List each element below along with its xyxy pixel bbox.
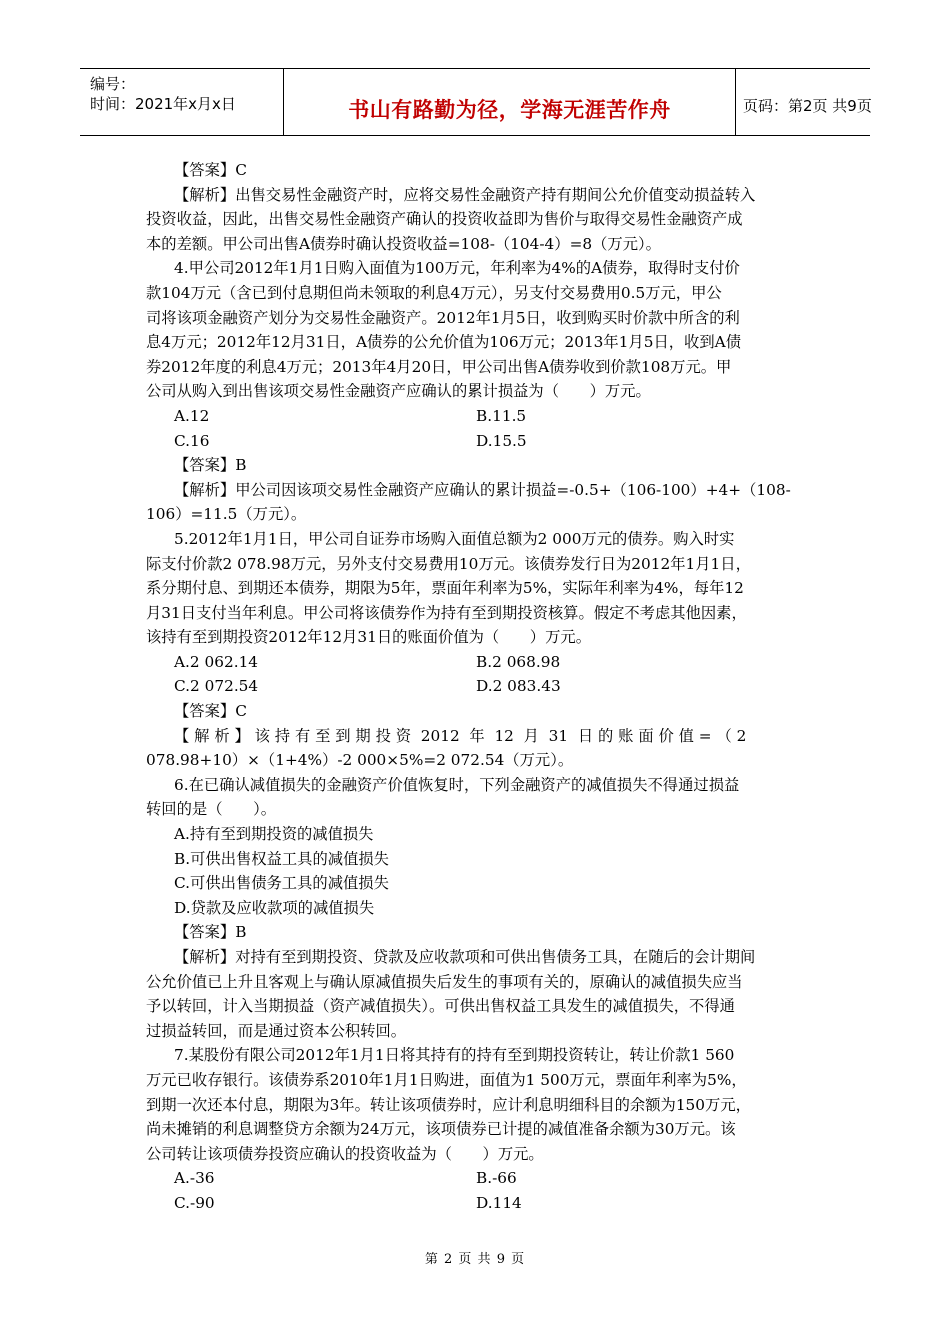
explanation-3-line-2: 投资收益，因此，出售交易性金融资产确认的投资收益即为售价与取得交易性金融资产成 bbox=[146, 210, 743, 229]
question-5-options-row-2 bbox=[146, 674, 806, 699]
question-4-line-3: 司将该项金融资产划分为交易性金融资产。2012年1月5日，收到购买时价款中所含的利 bbox=[146, 308, 740, 327]
option-a: A.持有至到期投资的减值损失 bbox=[174, 825, 374, 844]
question-4-options-row-1 bbox=[146, 404, 806, 429]
question-7-options-row-2 bbox=[146, 1191, 806, 1216]
question-5-line-1: 5.2012年1月1日，甲公司自证券市场购入面值总额为2 000万元的债券。购入时实 bbox=[174, 529, 735, 548]
question-6-line-2: 转回的是（ ）。 bbox=[146, 800, 277, 819]
explanation-5-line-2: 078.98+10）×（1+4%）-2 000×5%=2 072.54（万元）。 bbox=[146, 751, 574, 770]
question-7-line-3: 到期一次还本付息，期限为3年。转让该项债券时，应计利息明细科目的余额为150万元， bbox=[146, 1095, 751, 1114]
question-7-line-5: 公司转让该项债券投资应确认的投资收益为（ ）万元。 bbox=[146, 1144, 544, 1163]
option-a: A.-36 bbox=[174, 1169, 215, 1188]
header-page-number: 页码：第2页 共9页 bbox=[743, 97, 872, 115]
option-c: C.-90 bbox=[174, 1193, 215, 1212]
answer-3: 【答案】C bbox=[174, 161, 247, 179]
option-d: D.贷款及应收款项的减值损失 bbox=[174, 898, 375, 917]
header-motto: 书山有路勤为径，学海无涯苦作舟 bbox=[348, 98, 671, 122]
explanation-6-line-3: 予以转回，计入当期损益（资产减值损失）。可供出售权益工具发生的减值损失，不得通 bbox=[146, 997, 735, 1016]
explanation-3-line-3: 本的差额。甲公司出售A债券时确认投资收益=108-（104-4）=8（万元）。 bbox=[146, 234, 661, 253]
option-c: C.2 072.54 bbox=[174, 677, 259, 696]
question-4-options-row-2 bbox=[146, 429, 806, 454]
question-7-line-2: 万元已收存银行。该债券系2010年1月1日购进，面值为1 500万元，票面年利率为5%， bbox=[146, 1070, 747, 1089]
explanation-6-line-4: 过损益转回，而是通过资本公积转回。 bbox=[146, 1021, 407, 1040]
option-c: C.16 bbox=[174, 431, 210, 450]
explanation-4-line-2: 106）=11.5（万元）。 bbox=[146, 505, 307, 524]
header-left-cell bbox=[80, 69, 283, 135]
header-right-cell bbox=[735, 69, 870, 135]
explanation-6-line-2: 公允价值已上升且客观上与确认原减值损失后发生的事项有关的，原确认的减值损失应当 bbox=[146, 972, 743, 991]
question-4-line-4: 息4万元；2012年12月31日，A债券的公允价值为106万元；2013年1月5日，收到A债 bbox=[146, 333, 741, 352]
question-7-line-4: 尚未摊销的利息调整贷方余额为24万元，该项债券已计提的减值准备余额为30万元。该 bbox=[146, 1120, 736, 1139]
question-6-line-1: 6.在已确认减值损失的金融资产价值恢复时，下列金融资产的减值损失不得通过损益 bbox=[174, 775, 740, 794]
option-d: D.15.5 bbox=[476, 431, 527, 450]
answer-4: 【答案】B bbox=[174, 456, 247, 475]
explanation-5-line-1: 【 解 析 】 该 持 有 至 到 期 投 资 2012 年 12 月 31 日 的 账 面 价 值 = （ 2 bbox=[174, 726, 747, 745]
explanation-3-line-1: 【解析】出售交易性金融资产时，应将交易性金融资产持有期间公允价值变动损益转入 bbox=[174, 185, 756, 204]
answer-6: 【答案】B bbox=[174, 923, 247, 942]
document-body bbox=[146, 158, 806, 1216]
explanation-4-line-1: 【解析】甲公司因该项交易性金融资产应确认的累计损益=-0.5+（106-100）+4+（108- bbox=[174, 480, 791, 499]
question-5-line-5: 该持有至到期投资2012年12月31日的账面价值为（ ）万元。 bbox=[146, 628, 591, 647]
question-4-line-2: 款104万元（含已到付息期但尚未领取的利息4万元），另支付交易费用0.5万元，甲公 bbox=[146, 283, 722, 302]
option-d: D.2 083.43 bbox=[476, 677, 561, 696]
question-5-options-row-1 bbox=[146, 650, 806, 675]
option-b: B.可供出售权益工具的减值损失 bbox=[174, 849, 389, 868]
question-4-line-1: 4.甲公司2012年1月1日购入面值为100万元，年利率为4%的A债券，取得时支付价 bbox=[174, 259, 740, 278]
question-4-line-6: 公司从购入到出售该项交易性金融资产应确认的累计损益为（ ）万元。 bbox=[146, 382, 651, 401]
header-middle-cell bbox=[283, 69, 736, 135]
option-a: A.12 bbox=[174, 406, 210, 425]
option-d: D.114 bbox=[476, 1193, 522, 1212]
question-5-line-3: 系分期付息、到期还本债券，期限为5年，票面年利率为5%，实际年利率为4%，每年12 bbox=[146, 579, 744, 598]
document-number-label: 编号： bbox=[90, 75, 136, 93]
page-footer: 第 2 页 共 9 页 bbox=[424, 1252, 526, 1267]
answer-5: 【答案】C bbox=[174, 702, 247, 721]
question-7-line-1: 7.某股份有限公司2012年1月1日将其持有的持有至到期投资转让，转让价款1 560 bbox=[174, 1046, 735, 1065]
explanation-6-line-1: 【解析】对持有至到期投资、贷款及应收款项和可供出售债务工具，在随后的会计期间 bbox=[174, 948, 756, 966]
document-date-label: 时间：2021年x月x日 bbox=[90, 95, 236, 113]
option-b: B.11.5 bbox=[476, 406, 527, 425]
option-a: A.2 062.14 bbox=[174, 652, 259, 671]
question-4-line-5: 券2012年度的利息4万元；2013年4月20日，甲公司出售A债券收到价款108万元。甲 bbox=[146, 357, 732, 376]
option-c: C.可供出售债务工具的减值损失 bbox=[174, 874, 389, 893]
option-b: B.2 068.98 bbox=[476, 652, 561, 671]
option-b: B.-66 bbox=[476, 1169, 517, 1188]
question-5-line-2: 际支付价款2 078.98万元，另外支付交易费用10万元。该债券发行日为2012年1月1日， bbox=[146, 554, 751, 573]
question-7-options-row-1 bbox=[146, 1166, 806, 1191]
question-5-line-4: 月31日支付当年利息。甲公司将该债券作为持有至到期投资核算。假定不考虑其他因素， bbox=[146, 603, 747, 622]
page-header bbox=[80, 68, 870, 136]
